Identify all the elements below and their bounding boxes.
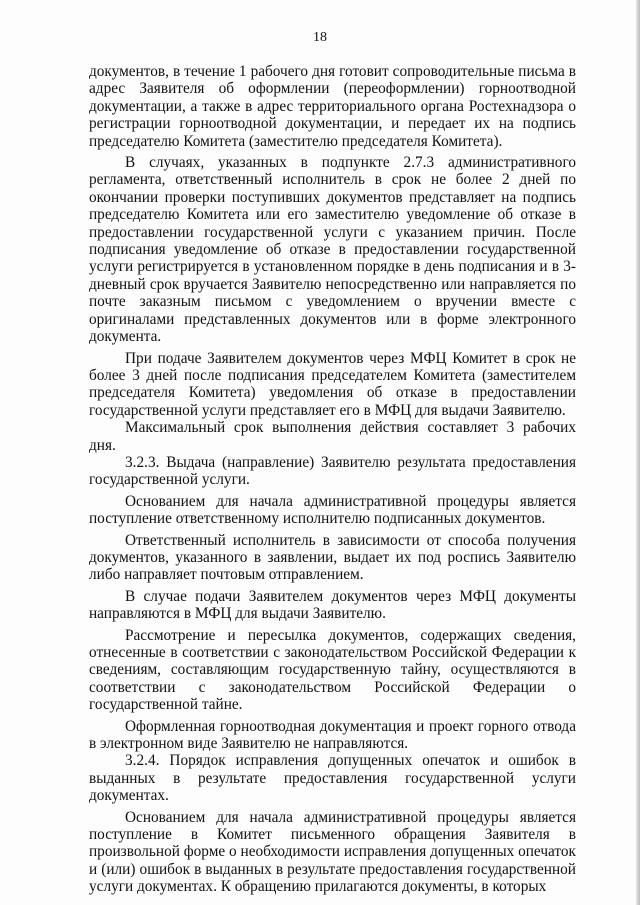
paragraph-state-secret: Рассмотрение и пересылка документов, содержащих сведения, отнесенные в соответствии с законодательством Российской Федерации к сведениям, составляющим государственную тайну, осуществляются в соответствии с законодательством Российской Федерации о государственной тайне. [89, 626, 576, 714]
paragraph-continuation: документов, в течение 1 рабочего дня готовит сопроводительные письма в адрес Заявителя об оформлении (переоформлении) горноотводной документации, а также в адрес территориального органа Ростехнадзора о регистрации горноотводной документации, и передает их на подпись председателю Комитета (заместителю председателя Комитета). [89, 63, 576, 150]
paragraph-basis-3-2-4: Основанием для начала административной процедуры является поступление в Комитет письменного обращения Заявителя в произвольной форме о необходимости исправления допущенных опечаток и (или) ошибок в выданных в результате предоставления государственной услуги документах. К обращению прилагаются документы, в которых [89, 808, 576, 896]
paragraph-issuance: Ответственный исполнитель в зависимости от способа получения документов, указанного в заявлении, выдает их под роспись Заявителю либо направляет почтовым отправлением. [89, 531, 576, 584]
section-heading-3-2-3: 3.2.3. Выдача (направление) Заявителю результата предоставления государственной услуги. [89, 453, 576, 489]
page-edge-shadow [636, 0, 640, 905]
paragraph-mfc-refusal: При подаче Заявителем документов через МФЦ Комитет в срок не более 3 дней после подписания председателем Комитета (заместителем председателя Комитета) уведомления об отказе в предоставлении государственной услуги представляет его в МФЦ для выдачи Заявителю. [89, 349, 576, 419]
paragraph-refusal-notice: В случаях, указанных в подпункте 2.7.3 административного регламента, ответственный исполнитель в срок не более 2 дней по окончании проверки поступивших документов представляет на подпись председателю Комитета или его заместителю уведомление об отказе в предоставлении государственной услуги с указанием причин. После подписания уведомление об отказе в предоставлении государственной услуги регистрируется в установленном порядке в день подписания и в 3-дневный срок вручается Заявителю непосредственно или направляется по почте заказным письмом с уведомлением о вручении вместе с оригиналами представленных документов или в форме электронного документа. [89, 154, 576, 346]
paragraph-basis-3-2-3: Основанием для начала административной процедуры является поступление ответственному исполнителю подписанных документов. [89, 492, 576, 528]
paragraph-max-term: Максимальный срок выполнения действия составляет 3 рабочих дня. [89, 419, 576, 454]
page-number: 18 [313, 30, 327, 45]
section-heading-3-2-4: 3.2.4. Порядок исправления допущенных опечаток и ошибок в выданных в результате предоставления государственной услуги документах. [89, 752, 576, 805]
paragraph-electronic: Оформленная горноотводная документация и проект горного отвода в электронном виде Заявителю не направляются. [89, 717, 576, 753]
paragraph-mfc-delivery: В случае подачи Заявителем документов через МФЦ документы направляются в МФЦ для выдачи Заявителю. [89, 587, 576, 623]
document-body [89, 63, 576, 896]
